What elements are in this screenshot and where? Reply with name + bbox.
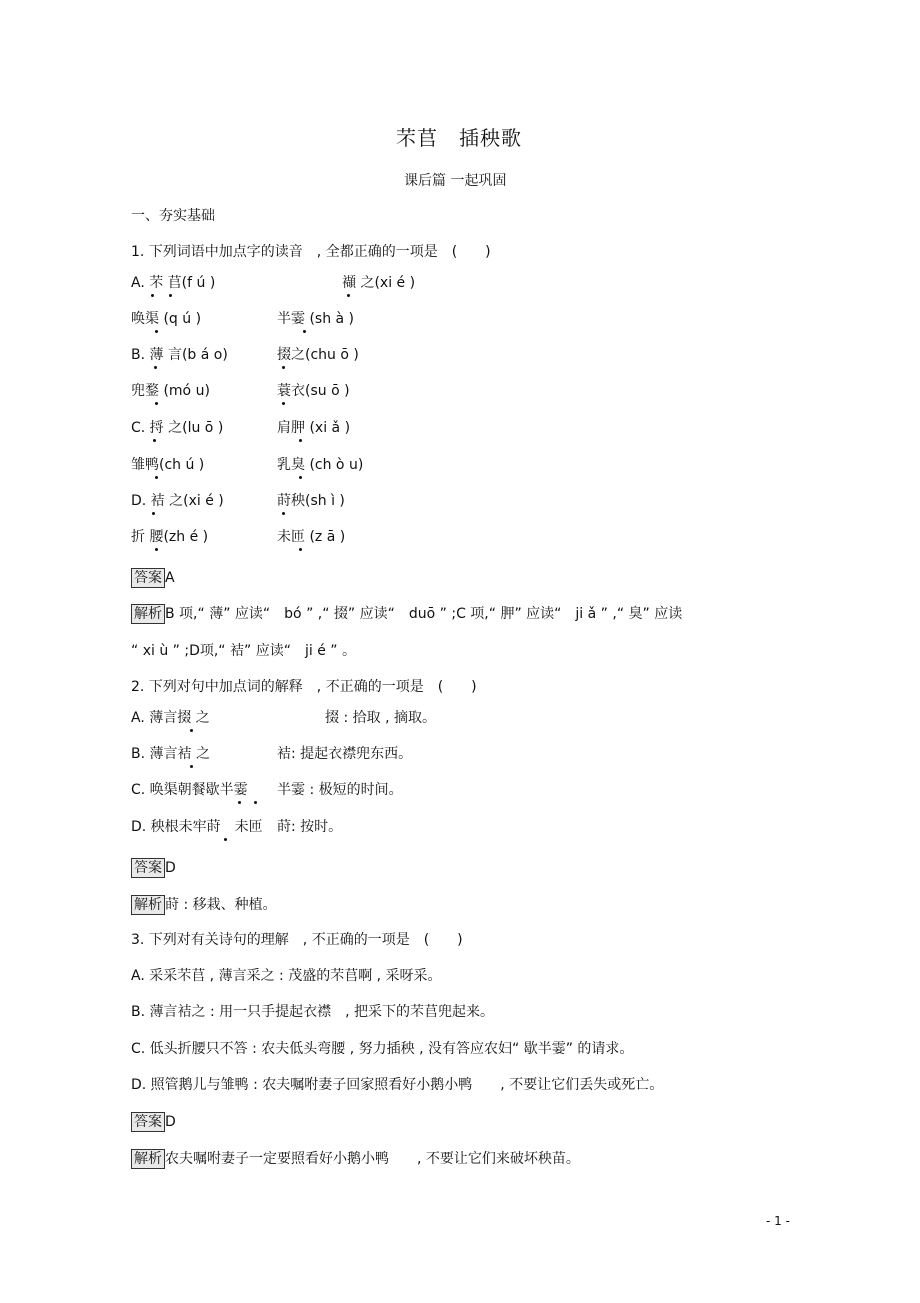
q2-answer: D bbox=[165, 860, 176, 876]
answer-label: 答案 bbox=[131, 568, 165, 588]
emphasis-dot bbox=[299, 548, 302, 551]
q2-analysis-row bbox=[131, 895, 277, 915]
q2-option-c: C. 唤渠朝餐歇半霎 bbox=[131, 782, 248, 798]
emphasis-dot bbox=[347, 294, 350, 297]
q1-option-d-word3: 折 腰(zh é ) bbox=[131, 529, 209, 545]
q3-stem: 3. 下列对有关诗句的理解 , 不正确的一项是 ( ) bbox=[131, 932, 463, 948]
emphasis-dot bbox=[155, 402, 158, 405]
q1-analysis-row bbox=[131, 604, 682, 624]
q2-answer-row bbox=[131, 858, 176, 878]
emphasis-dot bbox=[299, 439, 302, 442]
q3-analysis: 农夫嘱咐妻子一定要照看好小鹅小鸭 , 不要让它们来破坏秧苗。 bbox=[165, 1151, 580, 1167]
q1-option-c-word3: 雏鸭(ch ú ) bbox=[131, 457, 205, 473]
q1-option-b-word2: 掇之(chu ō ) bbox=[277, 347, 359, 363]
q1-option-a-word2: 襭 之(xi é ) bbox=[342, 275, 416, 291]
emphasis-dot bbox=[254, 801, 257, 804]
emphasis-dot bbox=[153, 439, 156, 442]
q1-option-d-word2: 莳秧(sh ì ) bbox=[277, 493, 345, 509]
q2-stem: 2. 下列对句中加点词的解释 , 不正确的一项是 ( ) bbox=[131, 679, 477, 695]
emphasis-dot bbox=[190, 765, 193, 768]
page-subtitle: 课后篇 一起巩固 bbox=[404, 173, 507, 189]
q2-option-b: B. 薄言袺 之 bbox=[131, 746, 210, 762]
q1-option-c-word2: 肩胛 (xi ǎ ) bbox=[277, 420, 351, 436]
q1-analysis-line2: “ xi ù ” ;D项,“ 袺” 应读“ ji é ” 。 bbox=[131, 643, 356, 659]
emphasis-dot bbox=[154, 366, 157, 369]
q1-option-c-word1: C. 捋 之(lu ō ) bbox=[131, 420, 224, 436]
q1-option-d-word1: D. 袺 之(xi é ) bbox=[131, 493, 224, 509]
q1-analysis-line1: B 项,“ 薄” 应读“ bó ” ,“ 掇” 应读“ duō ” ;C 项,“ 胛” 应读“ ji ǎ ” ,“ 臭” 应读 bbox=[165, 606, 683, 622]
emphasis-dot bbox=[155, 330, 158, 333]
q1-option-c-word4: 乳臭 (ch ò u) bbox=[277, 457, 364, 473]
q1-option-a-word4: 半霎 (sh à ) bbox=[277, 311, 355, 327]
section-heading: 一、夯实基础 bbox=[131, 208, 215, 224]
q3-option-b: B. 薄言袺之 : 用一只手提起衣襟 , 把采下的芣苢兜起来。 bbox=[131, 1004, 495, 1020]
q3-analysis-row bbox=[131, 1149, 580, 1169]
emphasis-dot bbox=[299, 476, 302, 479]
q1-option-a-word1: A. 芣 苢(f ú ) bbox=[131, 275, 216, 291]
q3-option-c: C. 低头折腰只不答 : 农夫低头弯腰 , 努力插秧 , 没有答应农妇“ 歇半霎” 的请求。 bbox=[131, 1041, 634, 1057]
q2-analysis: 莳 : 移栽、种植。 bbox=[165, 897, 277, 913]
q1-option-b-word1: B. 薄 言(b á o) bbox=[131, 347, 228, 363]
emphasis-dot bbox=[151, 294, 154, 297]
q1-stem: 1. 下列词语中加点字的读音 , 全都正确的一项是 ( ) bbox=[131, 244, 491, 260]
q1-option-d-word4: 未匝 (z ā ) bbox=[277, 529, 346, 545]
q3-answer: D bbox=[165, 1114, 176, 1130]
emphasis-dot bbox=[152, 512, 155, 515]
analysis-label: 解析 bbox=[131, 895, 165, 915]
q1-option-b-word3: 兜鍪 (mó u) bbox=[131, 383, 210, 399]
q1-answer-row bbox=[131, 568, 175, 588]
answer-label: 答案 bbox=[131, 858, 165, 878]
page-number: - 1 - bbox=[766, 1214, 790, 1228]
q2-option-d: D. 秧根未牢莳 未匝 bbox=[131, 819, 263, 835]
q3-option-a: A. 采采芣苢 , 薄言采之 : 茂盛的芣苢啊 , 采呀采。 bbox=[131, 968, 442, 984]
q2-option-a: A. 薄言掇 之 bbox=[131, 710, 210, 726]
emphasis-dot bbox=[282, 366, 285, 369]
emphasis-dot bbox=[224, 838, 227, 841]
analysis-label: 解析 bbox=[131, 604, 165, 624]
q2-option-b-explanation: 袺: 提起衣襟兜东西。 bbox=[277, 746, 413, 762]
answer-label: 答案 bbox=[131, 1112, 165, 1132]
q1-option-a-word3: 唤渠 (q ú ) bbox=[131, 311, 202, 327]
q2-option-d-explanation: 莳: 按时。 bbox=[277, 819, 343, 835]
emphasis-dot bbox=[155, 476, 158, 479]
q3-option-d: D. 照管鹅儿与雏鸭 : 农夫嘱咐妻子回家照看好小鹅小鸭 , 不要让它们丢失或死亡。 bbox=[131, 1077, 664, 1093]
q2-option-a-explanation: 掇 : 拾取 , 摘取。 bbox=[325, 710, 436, 726]
emphasis-dot bbox=[282, 402, 285, 405]
page-title: 芣苢 插秧歌 bbox=[396, 126, 522, 150]
analysis-label: 解析 bbox=[131, 1149, 165, 1169]
q1-option-b-word4: 蓑衣(su ō ) bbox=[277, 383, 350, 399]
q2-option-c-explanation: 半霎 : 极短的时间。 bbox=[277, 782, 403, 798]
emphasis-dot bbox=[155, 548, 158, 551]
emphasis-dot bbox=[190, 729, 193, 732]
q3-answer-row bbox=[131, 1112, 176, 1132]
emphasis-dot bbox=[282, 512, 285, 515]
emphasis-dot bbox=[238, 801, 241, 804]
emphasis-dot bbox=[303, 330, 306, 333]
emphasis-dot bbox=[169, 294, 172, 297]
q1-answer: A bbox=[165, 570, 175, 586]
